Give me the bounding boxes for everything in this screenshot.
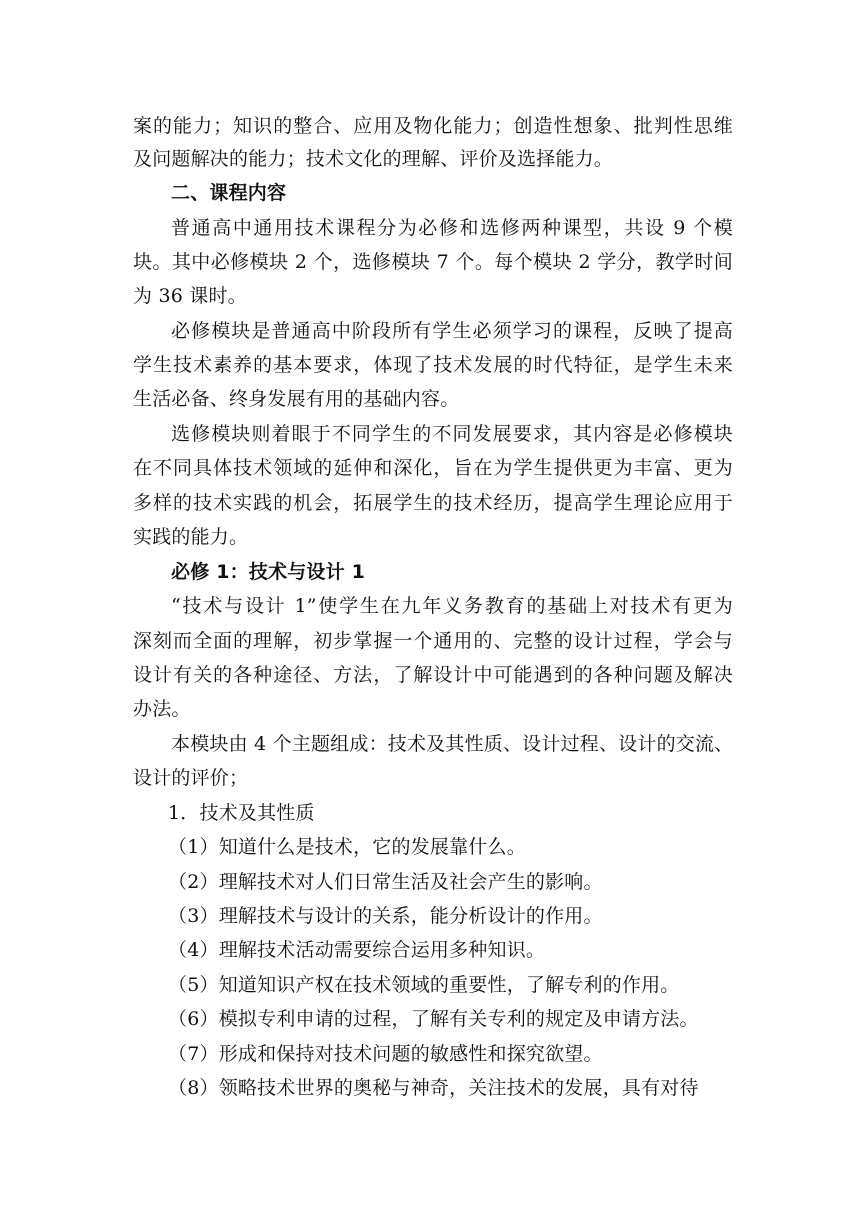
text-line: 及问题解决的能力；技术文化的理解、评价及选择能力。 [133, 148, 614, 170]
text-line: 学生技术素养的基本要求，体现了技术发展的时代特征，是学生未来 [133, 354, 733, 376]
text-line: 多样的技术实践的机会，拓展学生的技术经历，提高学生理论应用于 [133, 492, 733, 514]
text-line: 选修模块则着眼于不同学生的不同发展要求，其内容是必修模块 [171, 423, 733, 445]
text-line: 为 36 课时。 [133, 285, 247, 307]
text-line: “技术与设计 1”使学生在九年义务教育的基础上对技术有更为 [171, 595, 733, 617]
list-item: （6）模拟专利申请的过程，了解有关专利的规定及申请方法。 [168, 1008, 699, 1030]
module-heading: 必修 1：技术与设计 1 [171, 561, 366, 583]
text-line: 深刻而全面的理解，初步掌握一个通用的、完整的设计过程，学会与 [133, 630, 733, 652]
list-item: （2）理解技术对人们日常生活及社会产生的影响。 [168, 871, 603, 893]
list-item: （3）理解技术与设计的关系，能分析设计的作用。 [168, 905, 603, 927]
list-item: （1）知道什么是技术，它的发展靠什么。 [168, 836, 526, 858]
text-line: 本模块由 4 个主题组成：技术及其性质、设计过程、设计的交流、 [171, 733, 734, 755]
text-line: 办法。 [133, 698, 191, 720]
list-item: （5）知道知识产权在技术领域的重要性，了解专利的作用。 [168, 974, 680, 996]
text-line: 块。其中必修模块 2 个，选修模块 7 个。每个模块 2 学分，教学时间 [133, 251, 733, 273]
text-line: 必修模块是普通高中阶段所有学生必须学习的课程，反映了提高 [171, 320, 733, 342]
text-line: 设计的评价； [133, 767, 249, 789]
text-line: 实践的能力。 [133, 526, 249, 548]
text-line: 生活必备、终身发展有用的基础内容。 [133, 388, 460, 410]
text-line: 普通高中通用技术课程分为必修和选修两种课型，共设 9 个模 [171, 217, 733, 239]
list-item: （8）领略技术世界的奥秘与神奇，关注技术的发展，具有对待 [168, 1077, 699, 1099]
topic-heading: 1．技术及其性质 [168, 802, 315, 824]
list-item: （4）理解技术活动需要综合运用多种知识。 [168, 939, 546, 961]
list-item: （7）形成和保持对技术问题的敏感性和探究欲望。 [168, 1043, 603, 1065]
text-line: 在不同具体技术领域的延伸和深化，旨在为学生提供更为丰富、更为 [133, 457, 733, 479]
text-line: 设计有关的各种途径、方法，了解设计中可能遇到的各种问题及解决 [133, 664, 733, 686]
text-line: 案的能力；知识的整合、应用及物化能力；创造性想象、批判性思维 [133, 115, 733, 137]
section-heading: 二、课程内容 [171, 182, 287, 204]
